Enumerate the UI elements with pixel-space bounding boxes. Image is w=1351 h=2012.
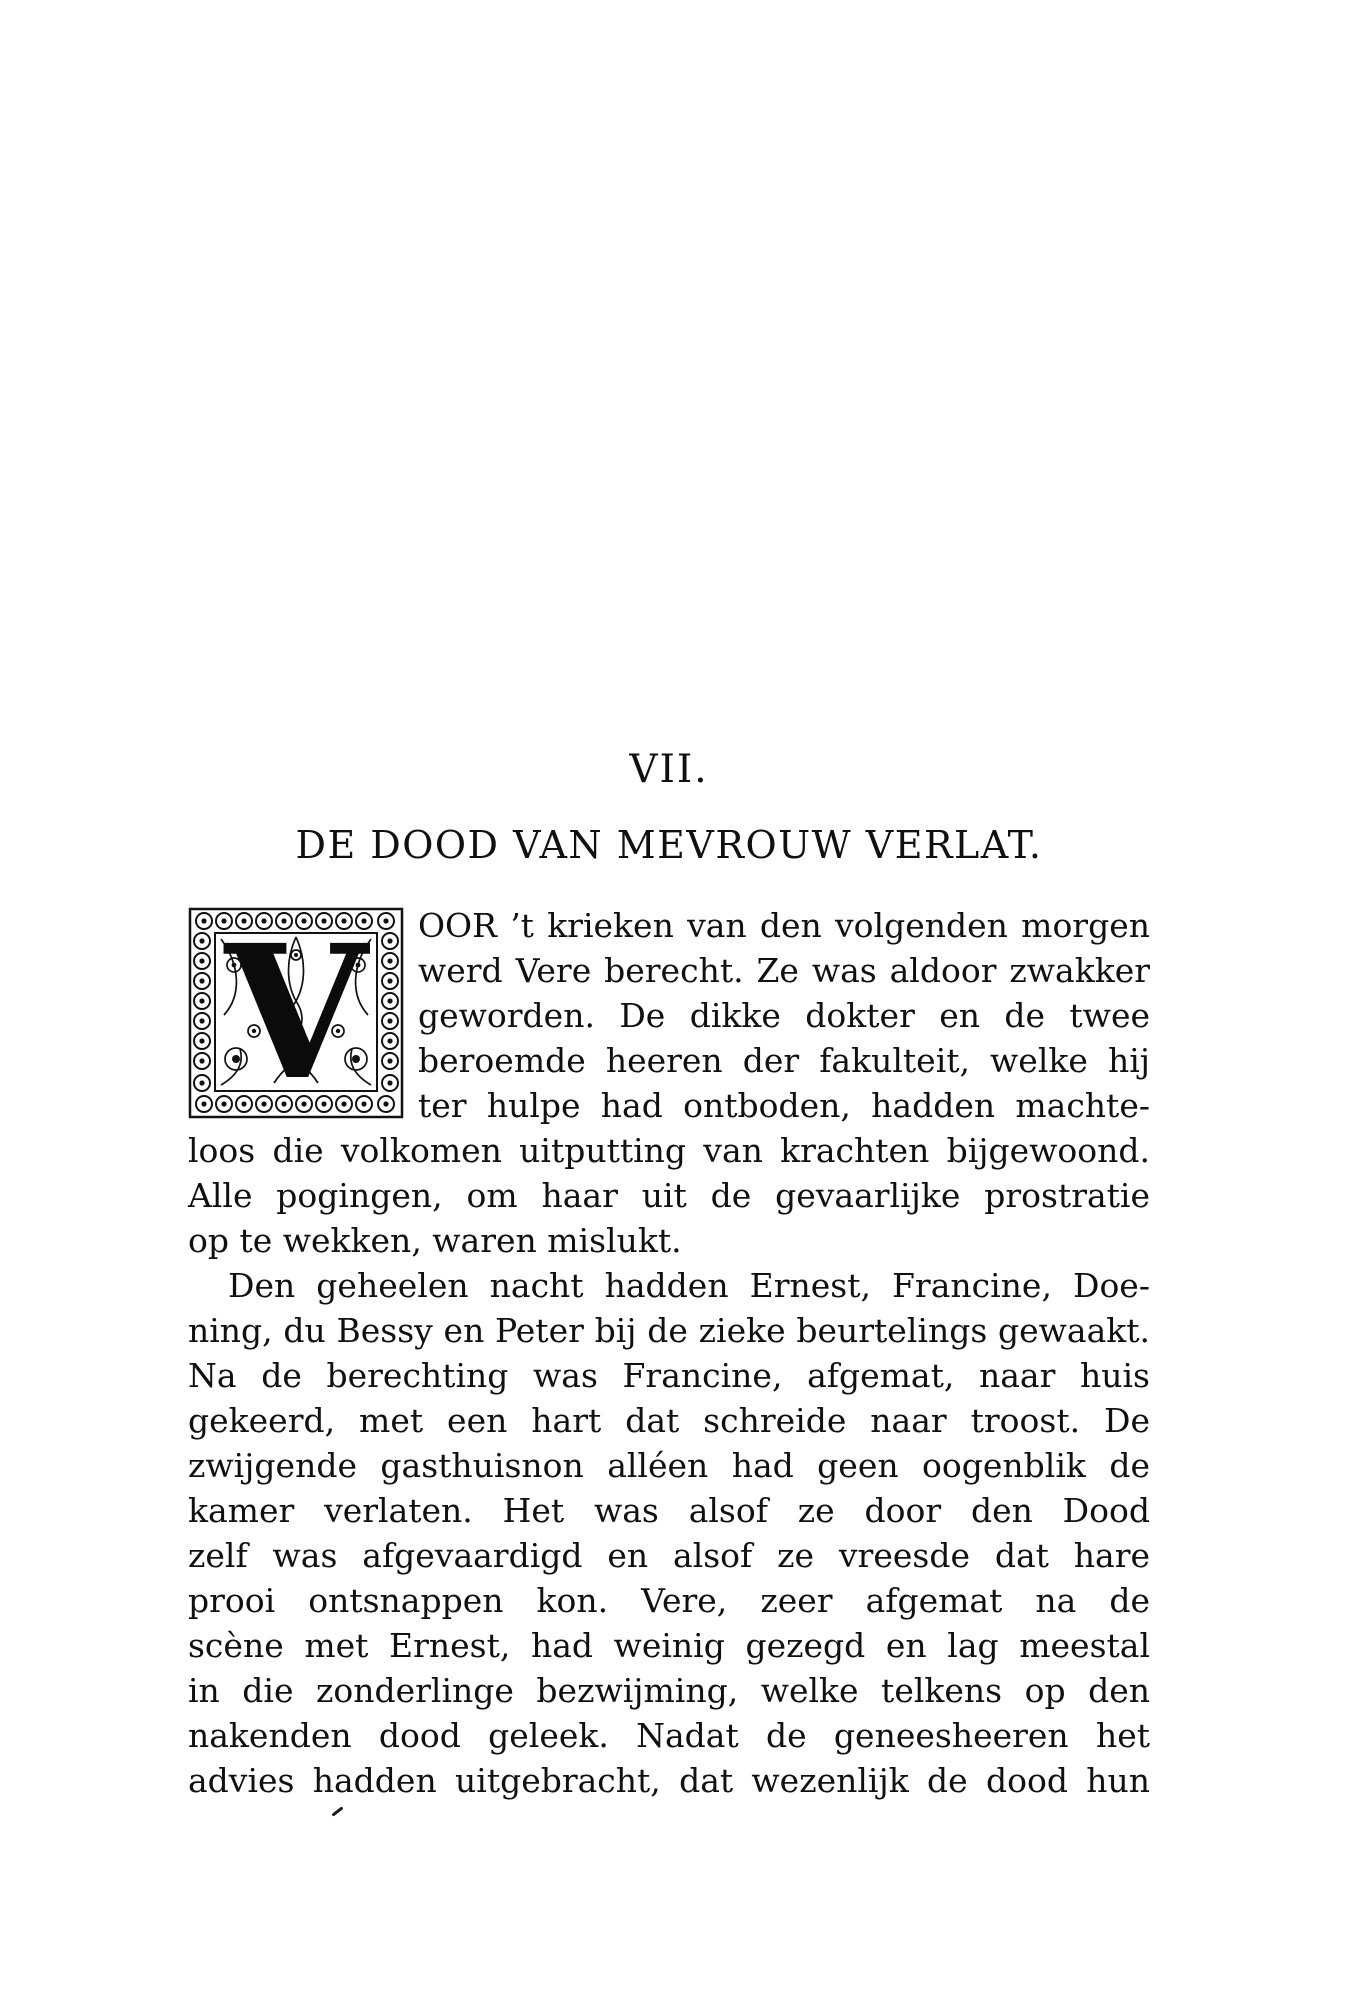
- drop-cap-letter: V: [224, 907, 368, 1119]
- text-line: ter hulpe had ontboden, hadden machte-: [418, 1086, 1150, 1125]
- text-line: geworden. De dikke dokter en de twee: [418, 996, 1150, 1035]
- text-line: Alle pogingen, om haar uit de gevaarlijke prostratie: [188, 1176, 1150, 1215]
- text-line: zelf was afgevaardigd en alsof ze vreesde dat hare: [188, 1536, 1150, 1575]
- text-line: nakenden dood geleek. Nadat de geneesheeren het: [188, 1716, 1150, 1755]
- text-line: loos die volkomen uitputting van krachten bijgewoond.: [188, 1131, 1150, 1170]
- ink-speck: [331, 1806, 343, 1816]
- text-line: prooi ontsnappen kon. Vere, zeer afgemat na de: [188, 1581, 1150, 1620]
- chapter-title: DE DOOD VAN MEVROUW VERLAT.: [295, 823, 1043, 867]
- chapter-number: VII.: [629, 747, 709, 792]
- text-line: gekeerd, met een hart dat schreide naar troost. De: [188, 1401, 1150, 1440]
- drop-cap-ornament: [188, 907, 404, 1119]
- text-line: advies hadden uitgebracht, dat wezenlijk de dood hun: [188, 1761, 1150, 1800]
- text-line: in die zonderlinge bezwijming, welke telkens op den: [188, 1671, 1150, 1710]
- text-line: ning, du Bessy en Peter bij de zieke beurtelings gewaakt.: [188, 1311, 1150, 1350]
- text-line: beroemde heeren der fakulteit, welke hij: [418, 1041, 1150, 1080]
- text-line: zwijgende gasthuisnon alléen had geen oogenblik de: [188, 1446, 1150, 1485]
- text-line: op te wekken, waren mislukt.: [188, 1221, 682, 1260]
- text-line: OOR ’t krieken van den volgenden morgen: [418, 906, 1150, 945]
- text-line: Den geheelen nacht hadden Ernest, Francine, Doe-: [228, 1266, 1150, 1305]
- text-line: scène met Ernest, had weinig gezegd en lag meestal: [188, 1626, 1150, 1665]
- body-text: [188, 903, 1150, 1803]
- text-line: werd Vere berecht. Ze was aldoor zwakker: [418, 951, 1150, 990]
- text-line: kamer verlaten. Het was alsof ze door den Dood: [188, 1491, 1150, 1530]
- text-line: Na de berechting was Francine, afgemat, naar huis: [188, 1356, 1150, 1395]
